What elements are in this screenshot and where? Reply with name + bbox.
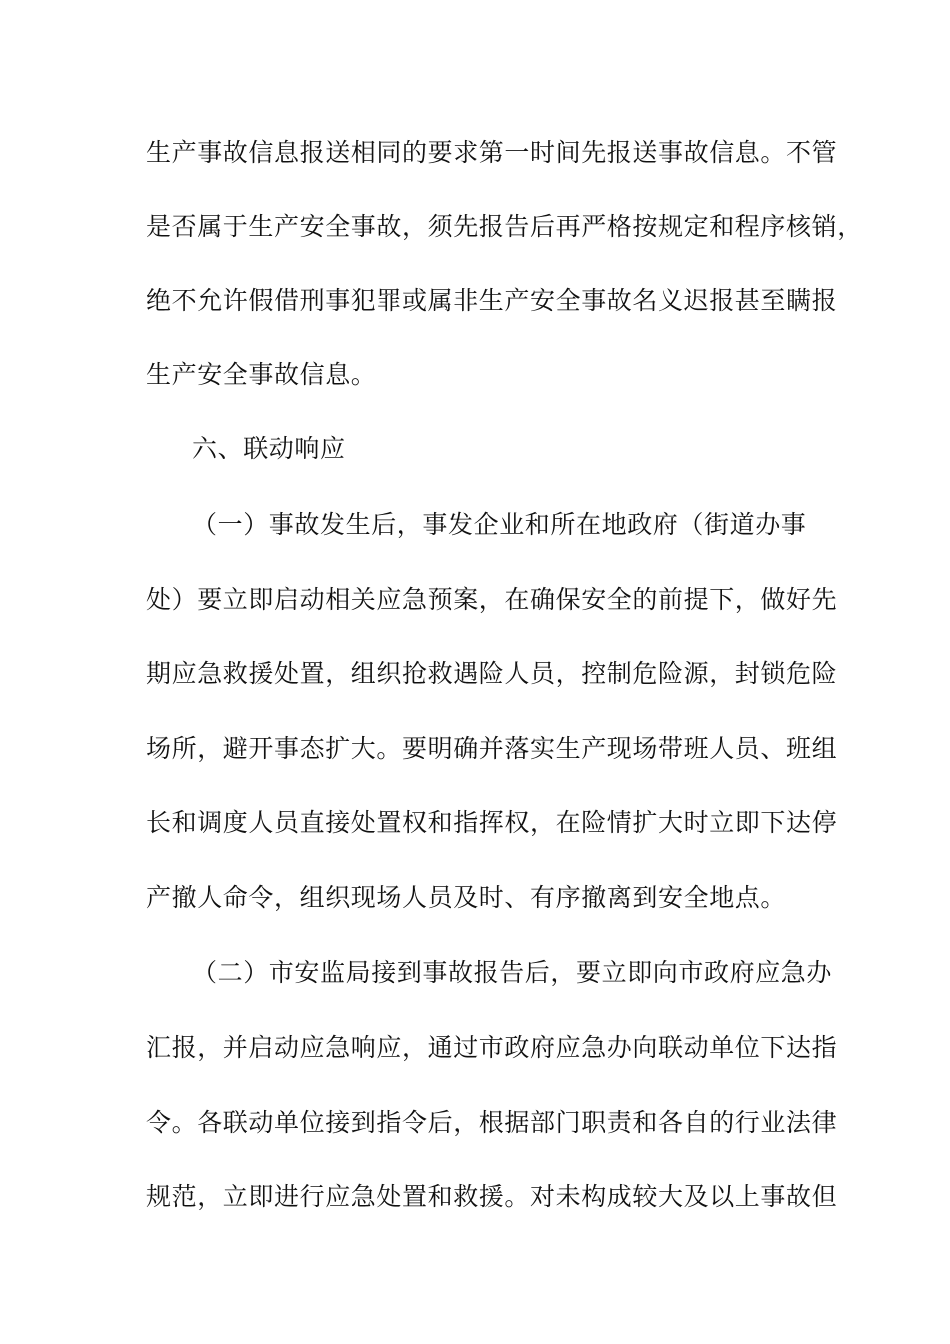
text-line: 处）要立即启动相关应急预案，在确保安全的前提下，做好先 (146, 585, 838, 614)
text-line: 长和调度人员直接处置权和指挥权，在险情扩大时立即下达停 (146, 808, 838, 837)
text-line: 规范，立即进行应急处置和救援。对未构成较大及以上事故但 (146, 1182, 838, 1211)
text-line: 场所，避开事态扩大。要明确并落实生产现场带班人员、班组 (146, 734, 838, 763)
text-line: 是否属于生产安全事故，须先报告后再严格按规定和程序核销， (146, 212, 863, 241)
text-line: 令。各联动单位接到指令后，根据部门职责和各自的行业法律 (146, 1108, 838, 1137)
text-line: 产撤人命令，组织现场人员及时、有序撤离到安全地点。 (146, 883, 787, 912)
text-line: 期应急救援处置，组织抢救遇险人员，控制危险源，封锁危险 (146, 659, 838, 688)
text-line: （一）事故发生后，事发企业和所在地政府（街道办事 (192, 510, 807, 539)
text-line: 生产事故信息报送相同的要求第一时间先报送事故信息。不管 (146, 138, 838, 167)
text-line: 生产安全事故信息。 (146, 360, 377, 389)
section-heading: 六、联动响应 (192, 434, 346, 463)
text-line: 绝不允许假借刑事犯罪或属非生产安全事故名义迟报甚至瞒报 (146, 286, 838, 315)
text-line: （二）市安监局接到事故报告后，要立即向市政府应急办 (192, 958, 833, 987)
text-line: 汇报，并启动应急响应，通过市政府应急办向联动单位下达指 (146, 1033, 838, 1062)
